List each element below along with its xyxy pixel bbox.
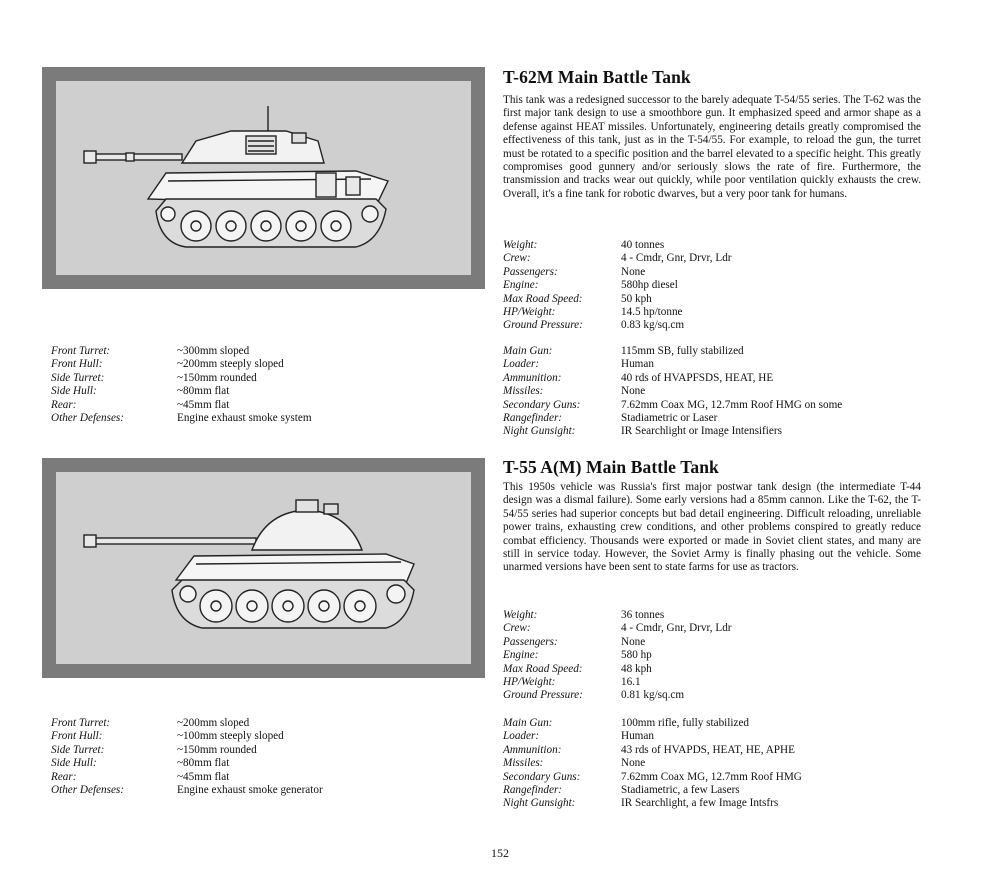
weapon-value: 40 rds of HVAPFSDS, HEAT, HE [621,371,774,384]
armor-label: Side Hull: [51,757,97,770]
spec-value: 14.5 hp/tonne [621,306,683,319]
armor-row [51,717,323,730]
weapon-value: None [621,385,646,398]
weapon-label: Missiles: [503,757,544,770]
t55-illustration-frame [42,458,485,678]
spec-label: Passengers: [503,635,558,648]
weapon-row [503,412,842,425]
armor-value: ~150mm rounded [177,371,257,384]
spec-label: Crew: [503,252,531,265]
armor-value: ~300mm sloped [177,345,250,357]
weapon-row [503,358,842,371]
armor-row [51,757,323,770]
spec-row [503,609,732,622]
armor-value: ~45mm flat [177,398,230,411]
armor-value: ~80mm flat [177,757,230,770]
armor-label: Rear: [51,398,77,411]
spec-row [503,319,732,332]
t62-specs [503,239,732,333]
spec-label: Weight: [503,239,538,251]
t55-tank-drawing [56,472,471,664]
weapon-value: 100mm rifle, fully stabilized [621,717,750,729]
weapon-value: 43 rds of HVAPDS, HEAT, HE, APHE [621,743,795,756]
armor-row [51,345,312,358]
spec-row [503,636,732,649]
spec-label: Weight: [503,609,538,621]
weapon-row [503,757,802,770]
armor-label: Front Hull: [51,730,103,743]
weapon-value: 7.62mm Coax MG, 12.7mm Roof HMG [621,770,802,783]
spec-value: 48 kph [621,662,652,675]
armor-value: ~200mm sloped [177,717,250,729]
spec-label: Ground Pressure: [503,319,583,332]
spec-row [503,293,732,306]
armor-row [51,744,323,757]
weapon-value: Human [621,358,654,371]
spec-label: Ground Pressure: [503,689,583,702]
spec-row [503,239,732,252]
spec-row [503,306,732,319]
spec-row [503,266,732,279]
weapon-value: None [621,757,646,770]
spec-row [503,676,732,689]
armor-label: Front Turret: [51,717,111,729]
spec-value: 0.81 kg/sq.cm [621,689,685,702]
armor-label: Side Hull: [51,385,97,398]
t55-title: T-55 A(M) Main Battle Tank [503,457,719,477]
spec-label: Crew: [503,622,531,635]
spec-label: Engine: [503,279,539,292]
spec-value: 36 tonnes [621,609,665,621]
weapon-label: Missiles: [503,385,544,398]
weapon-row [503,372,842,385]
weapon-value: IR Searchlight, a few Image Intsfrs [621,797,779,810]
weapon-row [503,797,802,810]
spec-row [503,252,732,265]
spec-label: HP/Weight: [503,676,556,689]
weapon-row [503,730,802,743]
t62-illustration [56,81,471,275]
spec-value: None [621,635,646,648]
t55-description: This 1950s vehicle was Russia's first major postwar tank design (the intermediate T-44 design was a dismal failure). Some early versions had a 85mm cannon. Like the T-62, the T-54/55 series had superior concepts but bad detail engineering. Difficult reloading, unreliable power trains, exhausting crew conditions, and other problems conspired to greatly reduce combat efficiency. Thousands were exported or made in Soviet client states, and many are still in service today. However, the Soviet Army is finally phasing out the vehicle. Some unarmed versions have been sent to state farms for use as tractors. [503,481,921,574]
weapon-row [503,345,842,358]
spec-row [503,649,732,662]
weapon-value: Stadiametric, a few Lasers [621,784,740,797]
weapon-label: Rangefinder: [503,784,563,797]
armor-row [51,358,312,371]
armor-label: Front Hull: [51,358,103,371]
t55-armor [51,717,323,797]
t62-title: T-62M Main Battle Tank [503,67,691,87]
spec-label: Engine: [503,649,539,662]
armor-value: Engine exhaust smoke system [177,412,312,425]
armor-value: ~150mm rounded [177,743,257,756]
armor-row [51,372,312,385]
weapon-label: Secondary Guns: [503,398,581,411]
armor-value: Engine exhaust smoke generator [177,784,323,797]
armor-row [51,399,312,412]
t55-weapons [503,717,802,811]
weapon-label: Rangefinder: [503,412,563,425]
weapon-value: IR Searchlight or Image Intensifiers [621,425,782,438]
t62-illustration-frame [42,67,485,289]
t55-illustration [56,472,471,664]
spec-row [503,622,732,635]
spec-value: 4 - Cmdr, Gnr, Drvr, Ldr [621,252,732,265]
t62-tank-drawing [56,81,471,275]
spec-value: 50 kph [621,292,652,305]
weapon-value: Human [621,730,654,743]
armor-row [51,730,323,743]
weapon-label: Ammunition: [503,743,562,756]
weapon-label: Secondary Guns: [503,770,581,783]
weapon-row [503,399,842,412]
weapon-label: Loader: [503,358,540,371]
weapon-value: 7.62mm Coax MG, 12.7mm Roof HMG on some [621,398,843,411]
weapon-row [503,744,802,757]
armor-row [51,385,312,398]
spec-row [503,279,732,292]
spec-label: Max Road Speed: [503,292,583,305]
page-number: 152 [491,846,509,860]
weapon-row [503,425,842,438]
t62-weapons [503,345,842,439]
weapon-row [503,771,802,784]
armor-label: Other Defenses: [51,412,125,425]
weapon-label: Night Gunsight: [503,797,576,810]
armor-label: Side Turret: [51,743,105,756]
spec-value: 4 - Cmdr, Gnr, Drvr, Ldr [621,622,732,635]
weapon-label: Main Gun: [503,345,553,357]
armor-label: Side Turret: [51,371,105,384]
armor-label: Rear: [51,770,77,783]
weapon-label: Main Gun: [503,717,553,729]
spec-value: 580hp diesel [621,279,678,292]
spec-row [503,689,732,702]
weapon-row [503,385,842,398]
weapon-label: Ammunition: [503,371,562,384]
armor-row [51,412,312,425]
weapon-row [503,784,802,797]
spec-label: Max Road Speed: [503,662,583,675]
spec-value: 0.83 kg/sq.cm [621,319,685,332]
armor-value: ~45mm flat [177,770,230,783]
weapon-value: 115mm SB, fully stabilized [621,345,744,357]
weapon-label: Night Gunsight: [503,425,576,438]
t55-specs [503,609,732,703]
armor-label: Other Defenses: [51,784,125,797]
armor-row [51,771,323,784]
armor-row [51,784,323,797]
spec-value: 40 tonnes [621,239,665,251]
spec-label: Passengers: [503,265,558,278]
spec-value: 580 hp [621,649,652,662]
armor-value: ~100mm steeply sloped [177,730,284,743]
spec-value: 16.1 [621,676,641,689]
armor-label: Front Turret: [51,345,111,357]
weapon-value: Stadiametric or Laser [621,412,718,425]
armor-value: ~80mm flat [177,385,230,398]
weapon-row [503,717,802,730]
spec-row [503,663,732,676]
weapon-label: Loader: [503,730,540,743]
t62-armor [51,345,312,425]
t62-description: This tank was a redesigned successor to the barely adequate T-54/55 series. The T-62 was the first major tank design to use a smoothbore gun. It emphasized speed and armor shape as a defense against HEAT missiles. Unfortunately, engineering details greatly compromised the effectiveness of this tank, just as in the T-54/55. For example, to reload the gun, the turret must be rotated to a specific position and the barrel elevated to a specific height. This greatly compromises good gunnery and/or seriously slows the rate of fire. Furthermore, the transmission and tracks wear out quickly, while poor ventilation quickly exhausts the crew. Overall, it's a fine tank for robotic dwarves, but a very poor tank for humans. [503,94,921,200]
spec-value: None [621,265,646,278]
spec-label: HP/Weight: [503,306,556,319]
armor-value: ~200mm steeply sloped [177,358,284,371]
